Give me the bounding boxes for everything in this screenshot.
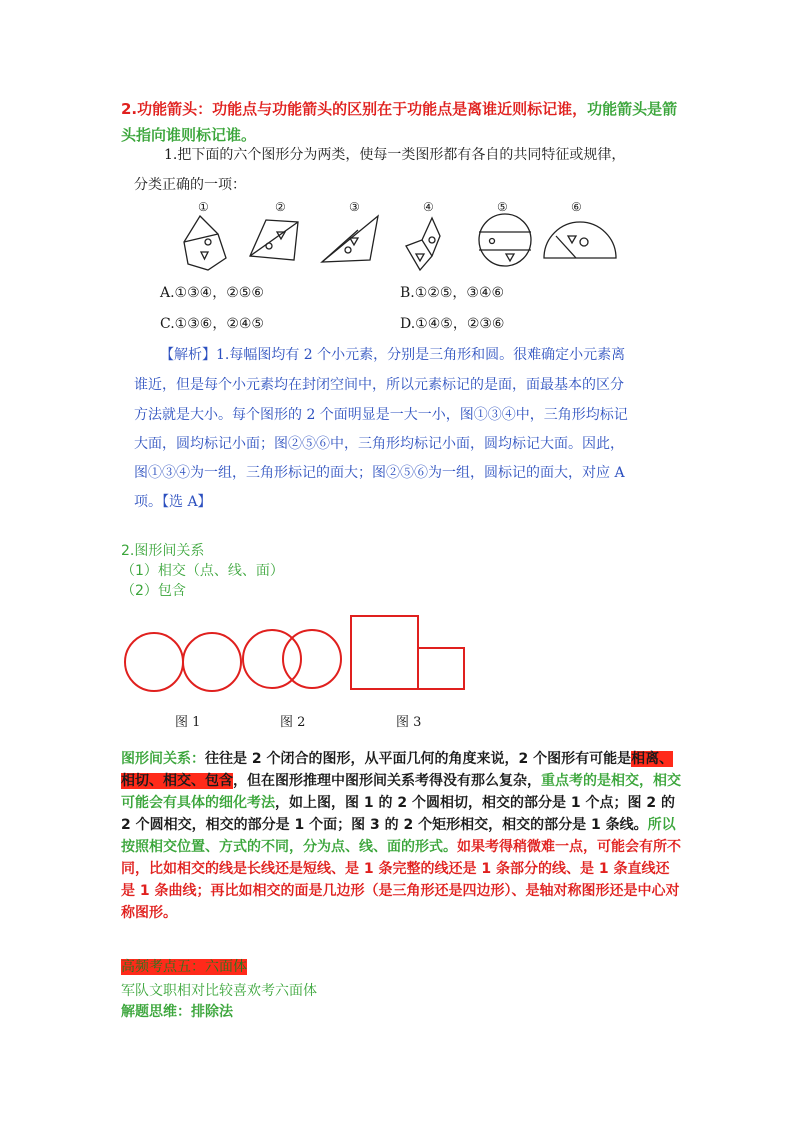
puzzle-figure-2 <box>250 220 298 260</box>
analysis-line-2: 谁近，但是每个小元素均在封闭空间中，所以元素标记的是面，面最基本的区分 <box>134 377 624 393</box>
figure-1-circle-left <box>125 633 183 691</box>
figure-number-4: ④ <box>423 200 434 214</box>
paragraph-text-3: ，如上图，图 1 的 2 个圆相切，相交的部分是 1 个点；图 2 的 2 个圆相交，相交的部分是 1 个面；图 3 的 2 个矩形相交，相交的部分是 1 条线。 <box>121 795 675 833</box>
figure-label-1: 图 1 <box>175 715 201 730</box>
section-2-title: 2.图形间关系 <box>121 543 205 559</box>
question-line-2: 分类正确的一项： <box>134 177 246 193</box>
figure-number-2: ② <box>275 200 286 214</box>
paragraph-green-2: 所以按照相交位置、方式的不同，分为点、线、面的形式。 <box>121 817 676 855</box>
section-3-heading-text: 高频考点五：六面体 <box>121 959 247 975</box>
option-c: C.①③⑥，②④⑤ <box>160 316 264 332</box>
option-a: A.①③④，②⑤⑥ <box>160 285 264 301</box>
section-3-line-2: 解题思维：排除法 <box>121 1004 233 1020</box>
paragraph-red: 如果考得稍微难一点，可能会有所不同，比如相交的线是长线还是短线、是 1 条完整的线还是 1 条部分的线、是 1 条直线还是 1 条曲线；再比如相交的面是几边形（是三角形还是四边形）、是轴对称图形还是中心对称图形。 <box>121 839 681 921</box>
option-d: D.①④⑤，②③⑥ <box>400 316 505 332</box>
section-2-item-1: （1）相交（点、线、面） <box>121 563 284 579</box>
paragraph-green-1: 重点考的是相交，相交可能会有具体的细化考法 <box>121 773 681 811</box>
puzzle-figure-1 <box>184 216 226 270</box>
puzzle-figure-3 <box>322 216 378 262</box>
figure-label-3: 图 3 <box>396 715 422 730</box>
analysis-line-4: 大面，圆均标记小面；图②⑤⑥中，三角形均标记小面，圆均标记大面。因此， <box>134 436 624 452</box>
section-green-text: 功能箭头是箭头指向谁则标记谁。 <box>121 100 678 144</box>
question-line-1: 1.把下面的六个图形分为两类，使每一类图形都有各自的共同特征或规律， <box>164 147 626 163</box>
paragraph-text-2: ，但在图形推理中图形间关系考得没有那么复杂， <box>233 773 541 789</box>
analysis-line-6: 项。【选 A】 <box>134 494 212 510</box>
figure-1-circle-right <box>183 633 241 691</box>
puzzle-figure-4 <box>406 218 440 270</box>
analysis-line-1: 【解析】1.每幅图均有 2 个小元素，分别是三角形和圆。很难确定小元素离 <box>160 347 626 363</box>
figure-2-circle-right <box>283 630 341 688</box>
section-3-heading <box>121 957 247 977</box>
analysis-line-5: 图①③④为一组，三角形标记的面大；图②⑤⑥为一组，圆标记的面大，对应 A <box>134 465 625 481</box>
figure-number-5: ⑤ <box>497 200 508 214</box>
paragraph-lead: 图形间关系： <box>121 751 205 767</box>
paragraph-text-1: 往往是 2 个闭合的图形，从平面几何的角度来说，2 个图形有可能是 <box>205 751 632 767</box>
section-2-item-2: （2）包含 <box>121 583 186 599</box>
figure-number-3: ③ <box>349 200 360 214</box>
figure-3-square-small <box>418 648 464 689</box>
section-functional-arrow <box>121 96 681 148</box>
section-3-line-1: 军队文职相对比较喜欢考六面体 <box>121 983 317 999</box>
section-red-text: 2.功能箭头：功能点与功能箭头的区别在于功能点是离谁近则标记谁， <box>121 100 588 118</box>
figure-3-square-large <box>351 616 418 689</box>
puzzle-figure-5 <box>479 214 531 266</box>
figure-number-6: ⑥ <box>571 200 582 214</box>
figure-number-1: ① <box>198 200 209 214</box>
paragraph-highlight: 相离、相切、相交、包含 <box>121 751 674 789</box>
puzzle-figure-6 <box>544 222 616 258</box>
figure-label-2: 图 2 <box>280 715 306 730</box>
relationship-figures <box>120 612 480 696</box>
puzzle-figures <box>170 212 630 274</box>
relationship-paragraph <box>121 748 681 924</box>
option-b: B.①②⑤，③④⑥ <box>400 285 505 301</box>
analysis-line-3: 方法就是大小。每个图形的 2 个面明显是一大一小，图①③④中，三角形均标记 <box>134 407 628 423</box>
